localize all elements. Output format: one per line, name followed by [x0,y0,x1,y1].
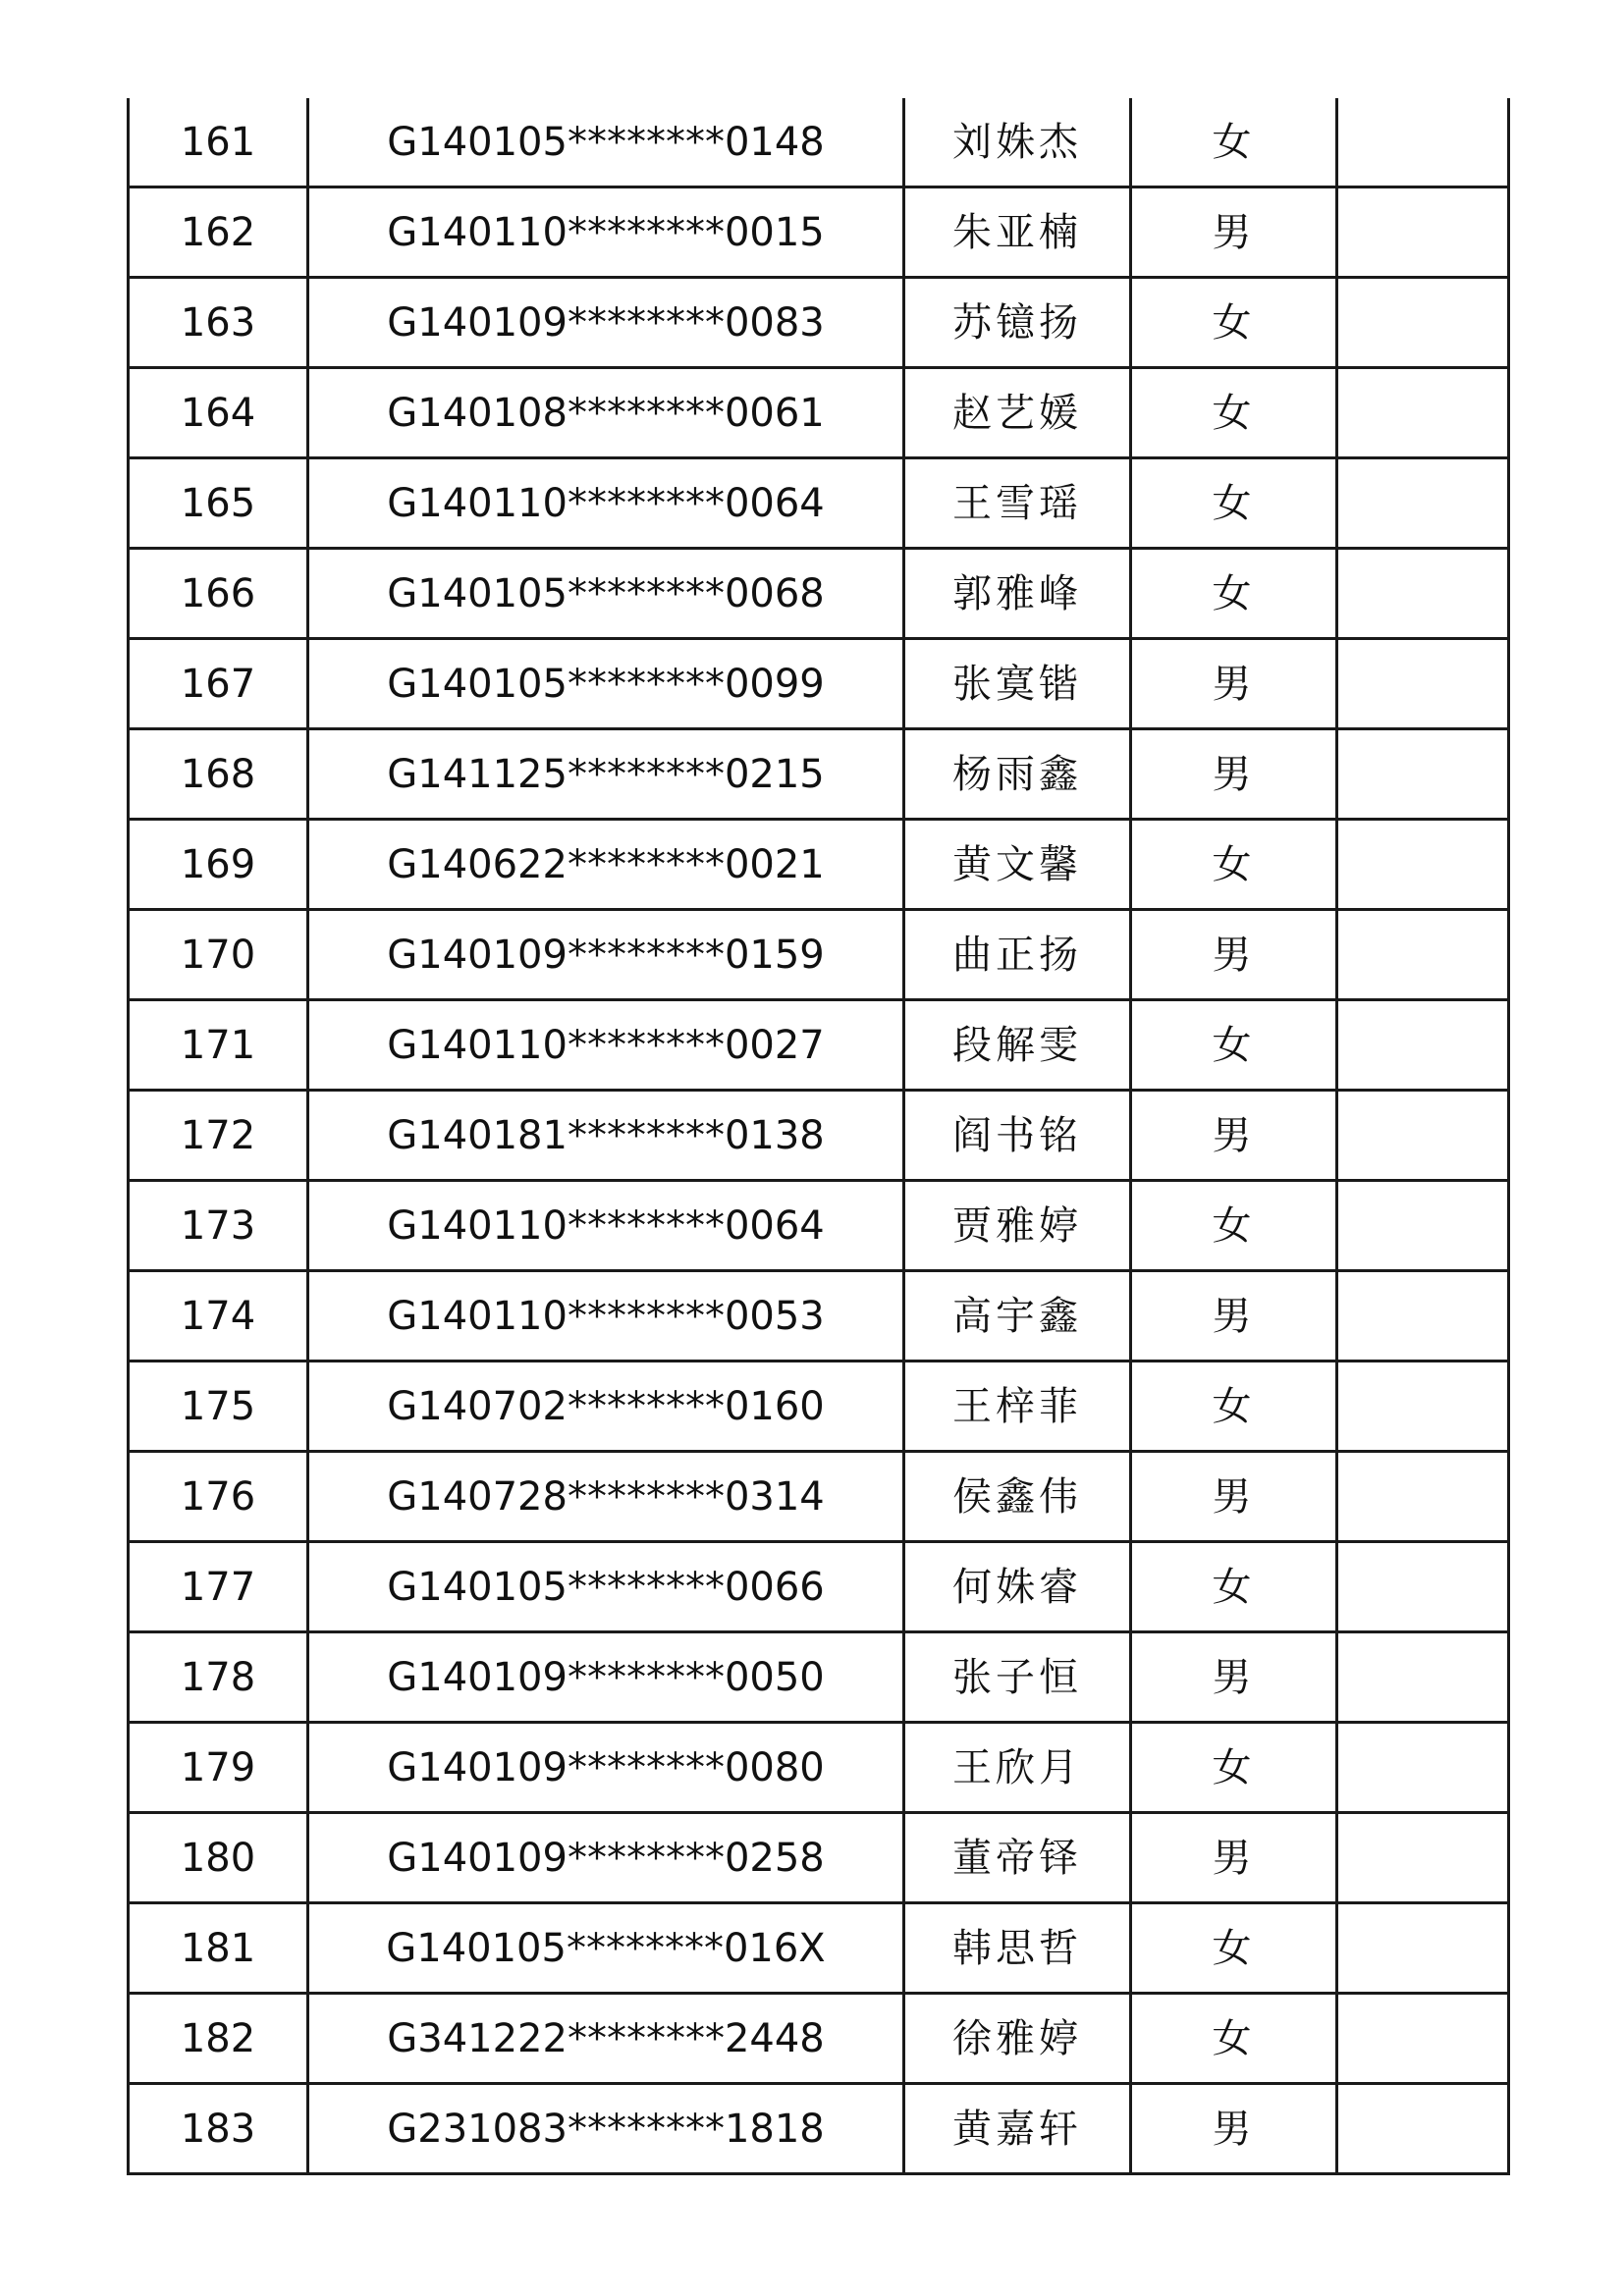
serial-number-cell: 170 [129,910,308,1000]
table-row [129,1542,1509,1632]
table-row [129,1091,1509,1181]
remarks-cell [1337,187,1509,278]
serial-number-cell: 162 [129,187,308,278]
table-row [129,458,1509,549]
serial-number-cell: 173 [129,1181,308,1271]
name-cell: 曲正扬 [904,910,1131,1000]
candidate-id-cell: G140181********0138 [308,1091,904,1181]
remarks-cell [1337,639,1509,729]
name-cell: 赵艺媛 [904,368,1131,458]
roster-table-container [127,98,1507,2175]
serial-number-cell: 180 [129,1813,308,1903]
candidate-id-cell: G140105********0148 [308,98,904,187]
candidate-id-cell: G140110********0064 [308,458,904,549]
remarks-cell [1337,1813,1509,1903]
candidate-id-cell: G140728********0314 [308,1452,904,1542]
gender-cell: 女 [1131,368,1337,458]
table-row [129,187,1509,278]
gender-cell: 女 [1131,1362,1337,1452]
serial-number-cell: 168 [129,729,308,820]
table-row [129,1813,1509,1903]
serial-number-cell: 161 [129,98,308,187]
table-row [129,1723,1509,1813]
name-cell: 王欣月 [904,1723,1131,1813]
table-row [129,1271,1509,1362]
name-cell: 刘姝杰 [904,98,1131,187]
serial-number-cell: 182 [129,1994,308,2084]
name-cell: 高宇鑫 [904,1271,1131,1362]
table-row [129,1000,1509,1091]
table-row [129,549,1509,639]
table-row [129,98,1509,187]
name-cell: 张子恒 [904,1632,1131,1723]
gender-cell: 女 [1131,1903,1337,1994]
serial-number-cell: 163 [129,278,308,368]
gender-cell: 男 [1131,1813,1337,1903]
serial-number-cell: 177 [129,1542,308,1632]
candidate-id-cell: G341222********2448 [308,1994,904,2084]
name-cell: 黄嘉轩 [904,2084,1131,2174]
candidate-id-cell: G140109********0159 [308,910,904,1000]
candidate-id-cell: G140109********0258 [308,1813,904,1903]
serial-number-cell: 169 [129,820,308,910]
name-cell: 贾雅婷 [904,1181,1131,1271]
serial-number-cell: 176 [129,1452,308,1542]
table-row [129,368,1509,458]
candidate-id-cell: G140110********0064 [308,1181,904,1271]
candidate-id-cell: G140105********0066 [308,1542,904,1632]
table-row [129,639,1509,729]
gender-cell: 男 [1131,639,1337,729]
remarks-cell [1337,1271,1509,1362]
gender-cell: 男 [1131,2084,1337,2174]
candidate-id-cell: G140105********0099 [308,639,904,729]
remarks-cell [1337,549,1509,639]
serial-number-cell: 166 [129,549,308,639]
remarks-cell [1337,1091,1509,1181]
gender-cell: 男 [1131,729,1337,820]
name-cell: 段解雯 [904,1000,1131,1091]
candidate-id-cell: G140109********0050 [308,1632,904,1723]
table-row [129,820,1509,910]
candidate-id-cell: G140109********0080 [308,1723,904,1813]
name-cell: 阎书铭 [904,1091,1131,1181]
gender-cell: 男 [1131,910,1337,1000]
gender-cell: 女 [1131,278,1337,368]
table-row [129,278,1509,368]
gender-cell: 女 [1131,1000,1337,1091]
candidate-id-cell: G140105********0068 [308,549,904,639]
candidate-id-cell: G140109********0083 [308,278,904,368]
gender-cell: 男 [1131,1452,1337,1542]
gender-cell: 女 [1131,1723,1337,1813]
serial-number-cell: 181 [129,1903,308,1994]
gender-cell: 女 [1131,1181,1337,1271]
candidate-id-cell: G141125********0215 [308,729,904,820]
remarks-cell [1337,729,1509,820]
remarks-cell [1337,1181,1509,1271]
name-cell: 韩思哲 [904,1903,1131,1994]
remarks-cell [1337,1723,1509,1813]
remarks-cell [1337,2084,1509,2174]
gender-cell: 男 [1131,1271,1337,1362]
table-row [129,729,1509,820]
serial-number-cell: 178 [129,1632,308,1723]
candidate-id-cell: G140108********0061 [308,368,904,458]
remarks-cell [1337,458,1509,549]
serial-number-cell: 167 [129,639,308,729]
candidate-id-cell: G140110********0015 [308,187,904,278]
candidate-id-cell: G231083********1818 [308,2084,904,2174]
remarks-cell [1337,1903,1509,1994]
serial-number-cell: 164 [129,368,308,458]
name-cell: 董帝铎 [904,1813,1131,1903]
table-row [129,1994,1509,2084]
name-cell: 郭雅峰 [904,549,1131,639]
name-cell: 张寞锴 [904,639,1131,729]
name-cell: 苏镱扬 [904,278,1131,368]
name-cell: 杨雨鑫 [904,729,1131,820]
serial-number-cell: 171 [129,1000,308,1091]
remarks-cell [1337,98,1509,187]
remarks-cell [1337,1994,1509,2084]
name-cell: 徐雅婷 [904,1994,1131,2084]
serial-number-cell: 172 [129,1091,308,1181]
serial-number-cell: 183 [129,2084,308,2174]
name-cell: 黄文馨 [904,820,1131,910]
gender-cell: 男 [1131,1091,1337,1181]
gender-cell: 女 [1131,1542,1337,1632]
name-cell: 王梓菲 [904,1362,1131,1452]
gender-cell: 女 [1131,549,1337,639]
table-row [129,1181,1509,1271]
remarks-cell [1337,1632,1509,1723]
candidate-id-cell: G140105********016X [308,1903,904,1994]
remarks-cell [1337,1362,1509,1452]
roster-table-body [129,98,1509,2174]
table-row [129,1452,1509,1542]
roster-table [127,98,1510,2175]
candidate-id-cell: G140622********0021 [308,820,904,910]
remarks-cell [1337,1000,1509,1091]
name-cell: 朱亚楠 [904,187,1131,278]
remarks-cell [1337,910,1509,1000]
serial-number-cell: 175 [129,1362,308,1452]
remarks-cell [1337,1542,1509,1632]
serial-number-cell: 174 [129,1271,308,1362]
name-cell: 何姝睿 [904,1542,1131,1632]
candidate-id-cell: G140110********0053 [308,1271,904,1362]
table-row [129,2084,1509,2174]
gender-cell: 男 [1131,187,1337,278]
gender-cell: 女 [1131,98,1337,187]
name-cell: 侯鑫伟 [904,1452,1131,1542]
candidate-id-cell: G140110********0027 [308,1000,904,1091]
table-row [129,1903,1509,1994]
gender-cell: 女 [1131,1994,1337,2084]
table-row [129,1632,1509,1723]
remarks-cell [1337,368,1509,458]
table-row [129,1362,1509,1452]
gender-cell: 男 [1131,1632,1337,1723]
candidate-id-cell: G140702********0160 [308,1362,904,1452]
serial-number-cell: 165 [129,458,308,549]
remarks-cell [1337,1452,1509,1542]
remarks-cell [1337,278,1509,368]
name-cell: 王雪瑶 [904,458,1131,549]
remarks-cell [1337,820,1509,910]
table-row [129,910,1509,1000]
gender-cell: 女 [1131,458,1337,549]
gender-cell: 女 [1131,820,1337,910]
serial-number-cell: 179 [129,1723,308,1813]
